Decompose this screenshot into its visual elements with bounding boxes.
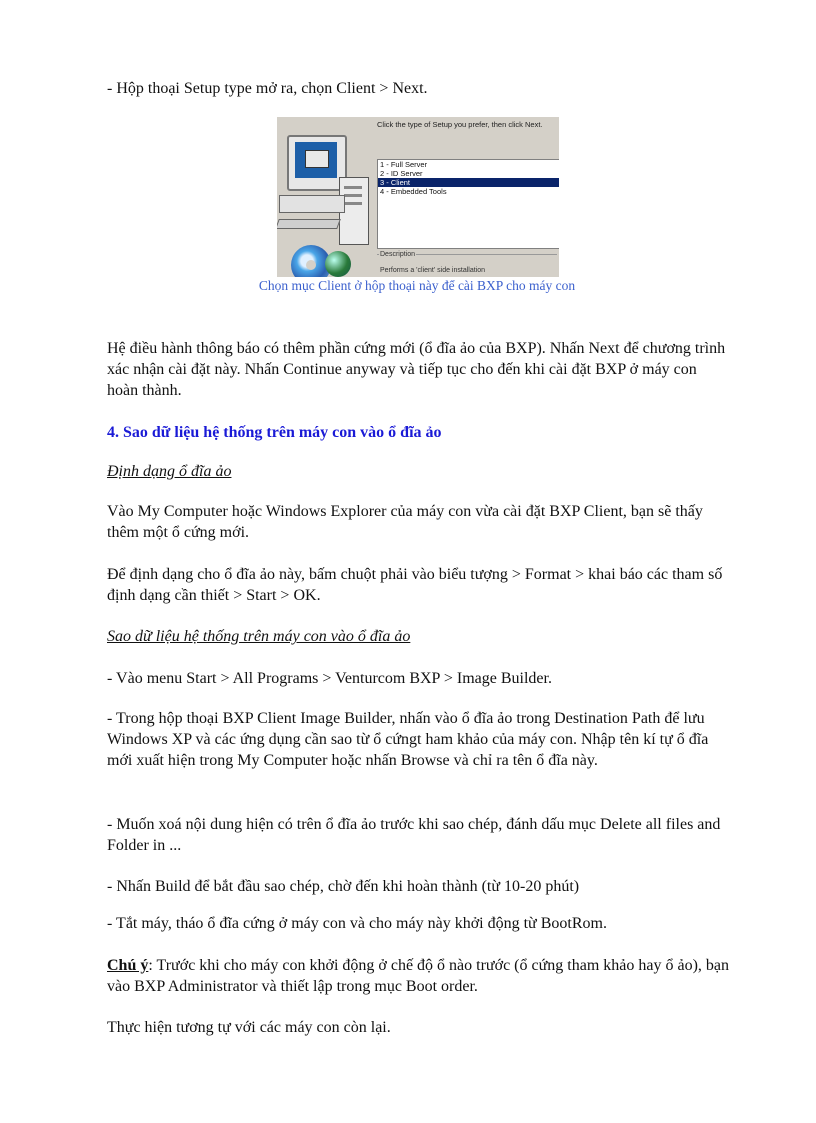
globe-icon [325, 251, 351, 277]
setup-instruction: Click the type of Setup you prefer, then click Next. [377, 120, 543, 129]
computer-base-icon [279, 195, 345, 213]
setup-option-embedded-tools[interactable]: 4 - Embedded Tools [380, 187, 447, 196]
section-heading: 4. Sao dữ liệu hệ thống trên máy con vào ổ đĩa ảo [107, 424, 442, 441]
description-group [377, 251, 557, 277]
intro-line: - Hộp thoại Setup type mở ra, chọn Client > Next. [107, 80, 428, 97]
note-text: : Trước khi cho máy con khởi động ở chế độ ổ nào trước (ổ cứng tham khảo hay ổ ảo), bạn vào BXP Administrator và thiết lập trong mục Boot order. [107, 957, 729, 995]
sub2-title-text: Sao dữ liệu hệ thống trên máy con vào ổ đĩa ảo [107, 628, 411, 645]
sub2-title [107, 626, 729, 647]
computer-monitor-icon [287, 135, 347, 191]
sub1-title [107, 461, 729, 482]
description-title: Description [380, 251, 416, 258]
note-label: Chú ý [107, 957, 149, 974]
keyboard-icon [277, 219, 341, 229]
setup-type-screenshot [277, 117, 559, 277]
step-1: - Vào menu Start > All Programs > Venturcom BXP > Image Builder. [107, 670, 552, 687]
step-2: - Trong hộp thoại BXP Client Image Builder, nhấn vào ổ đĩa ảo trong Destination Path để lưu Windows XP và các ứng dụng cần sao từ ổ cứngt ham khảo của máy con. Nhập tên kí tự ổ đĩa mới xuất hiện trong My Computer hoặc nhấn Browse và chỉ ra tên ổ đĩa này. [107, 710, 709, 769]
step-5: - Tắt máy, tháo ổ đĩa cứng ở máy con và cho máy này khởi động từ BootRom. [107, 915, 607, 932]
sub1-paragraph-1: Vào My Computer hoặc Windows Explorer của máy con vừa cài đặt BXP Client, bạn sẽ thấy thêm một ổ cứng mới. [107, 503, 703, 541]
setup-option-id-server[interactable]: 2 - ID Server [380, 169, 423, 178]
step-3: - Muốn xoá nội dung hiện có trên ổ đĩa ảo trước khi sao chép, đánh dấu mục Delete all files and Folder in ... [107, 816, 721, 854]
figure-caption: Chọn mục Client ở hộp thoại này để cài BXP cho máy con [258, 278, 576, 293]
paragraph-os: Hệ điều hành thông báo có thêm phần cứng mới (ổ đĩa ảo của BXP). Nhấn Next để chương trình xác nhận cài đặt này. Nhấn Continue anyway và tiếp tục cho đến khi cài đặt BXP ở máy con hoàn thành. [107, 340, 726, 399]
description-text: Performs a 'client' side installation [380, 267, 485, 274]
sub1-paragraph-2: Để định dạng cho ổ đĩa ảo này, bấm chuột phải vào biểu tượng > Format > khai báo các tham số định dạng cần thiết > Start > OK. [107, 566, 723, 604]
setup-option-client[interactable]: 3 - Client [378, 178, 559, 187]
sub1-title-text: Định dạng ổ đĩa ảo [107, 463, 232, 480]
setup-type-list[interactable] [377, 159, 559, 249]
closing-line: Thực hiện tương tự với các máy con còn lại. [107, 1019, 391, 1036]
step-4: - Nhấn Build để bắt đầu sao chép, chờ đến khi hoàn thành (từ 10-20 phút) [107, 878, 580, 895]
setup-option-full-server[interactable]: 1 - Full Server [380, 160, 428, 169]
note-paragraph [107, 955, 729, 997]
